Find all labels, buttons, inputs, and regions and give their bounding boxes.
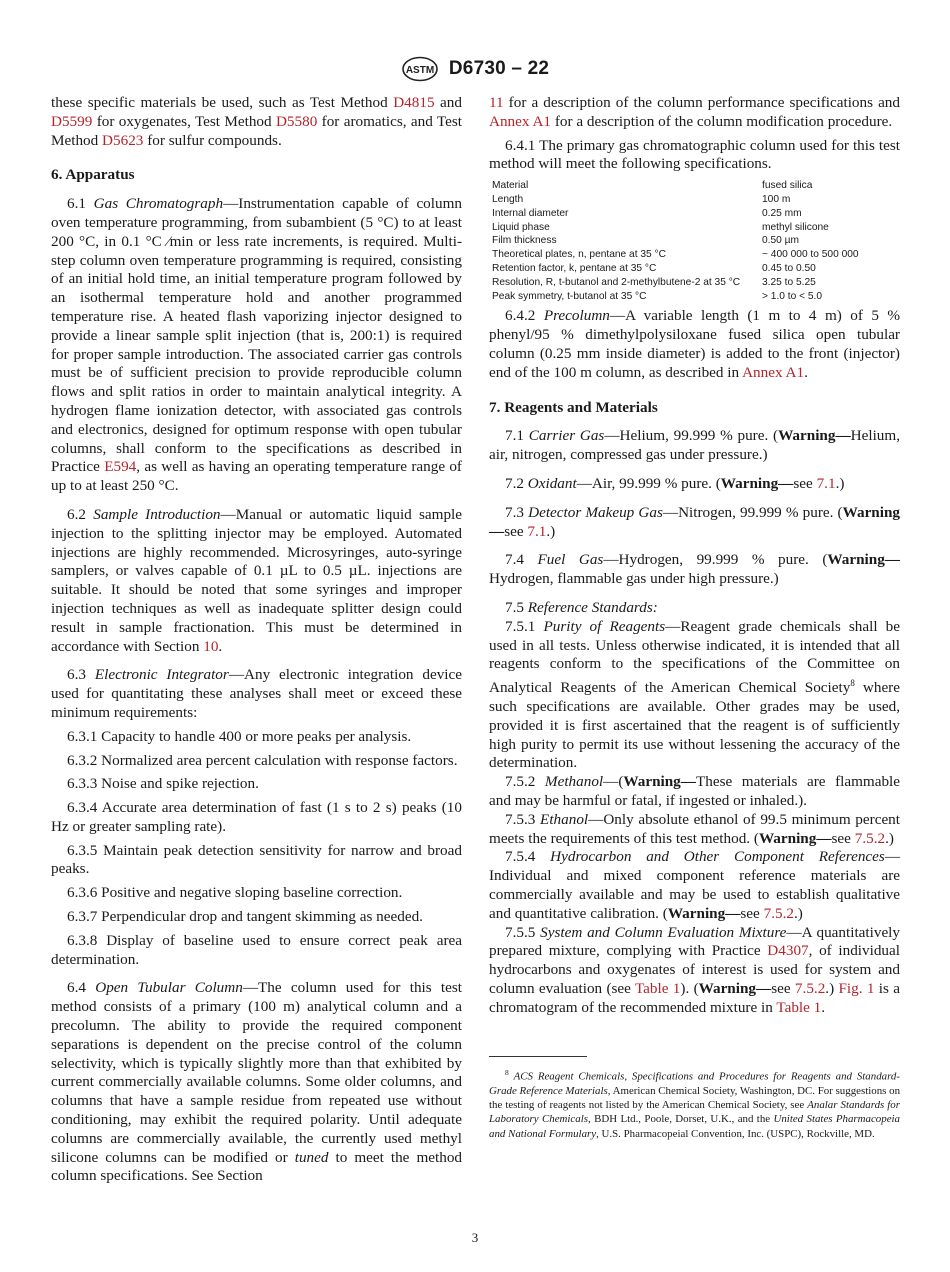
- astm-logo-icon: [401, 56, 439, 82]
- link-table-1[interactable]: Table 1: [776, 998, 822, 1016]
- paragraph-6-3-7: 6.3.7 Perpendicular drop and tangent skimming as needed.: [67, 908, 423, 926]
- link-d4307[interactable]: D4307: [767, 942, 809, 960]
- link-d5599[interactable]: D5599: [51, 112, 93, 130]
- link-7-1[interactable]: 7.1: [816, 474, 836, 492]
- paragraph-6-3-2: 6.3.2 Normalized area percent calculation with response factors.: [67, 751, 458, 769]
- paragraph-7-5-5: 7.5.5 System and Column Evaluation Mixture—A quantitatively prepared mixture, complying with Practice D4307, of individual hydrocarbons and oxygenates of interest is used for system and column evaluation (see Table 1). (Warning—see 7.5.2.) Fig. 1 is a chromatogram of the recommended mixture in Table 1.: [489, 923, 900, 1016]
- spec-value: fused silica: [762, 180, 813, 192]
- table-row: [489, 207, 900, 221]
- paragraph-6-1: 6.1 Gas Chromatograph—Instrumentation capable of column oven temperature programming, from subambient (5 °C) to at least 200 °C, in 0.1 °C ⁄min or less rate increments, is required. Multi-step column oven temperature programming is required, consisting of an initial hold time, an initial temperature program followed by an isothermal temperature hold and another programmed temperature rise. A heated flash vaporizing injector designed to provide a linear sample split injection (that is, 200:1) is required for proper sample introduction. The associated carrier gas controls must be of sufficient precision to provide reproducible column flows and split ratios in order to maintain analytical integrity. A hydrogen flame ionization detector, with associated gas controls and electronics, designed for optimum response with open tubular columns, shall conform to the specifications as described in Practice E594, as well as having an operating temperature range of up to at least 250 °C.: [51, 195, 462, 495]
- paragraph-6-3: 6.3 Electronic Integrator—Any electronic integration device used for quantitating these analyses shall meet or exceed these minimum requirements:: [51, 666, 463, 721]
- table-row: [489, 276, 900, 290]
- paragraph-6-3-8: 6.3.8 Display of baseline used to ensure correct peak area determination.: [51, 931, 462, 968]
- link-annex-a1[interactable]: Annex A1: [742, 363, 805, 381]
- spec-value: 0.25 mm: [762, 207, 802, 219]
- spec-key: Peak symmetry, t-butanol at 35 °C: [492, 290, 647, 302]
- table-row: [489, 262, 900, 276]
- spec-value: ~ 400 000 to 500 000: [762, 249, 859, 261]
- spec-key: Material: [492, 180, 529, 192]
- paragraph-7-5-3: 7.5.3 Ethanol—Only absolute ethanol of 99.5 minimum percent meets the requirements of this test method. (Warning—see 7.5.2.): [489, 810, 900, 847]
- link-section-11[interactable]: 11: [489, 94, 504, 111]
- spec-value: 0.45 to 0.50: [762, 262, 816, 274]
- spec-value: methyl silicone: [762, 221, 829, 233]
- spec-key: Resolution, R, t-butanol and 2-methylbutene-2 at 35 °C: [492, 276, 741, 288]
- paragraph-continued-right: 11 for a description of the column performance specifications and Annex A1 for a description of the column modification procedure.: [489, 94, 900, 130]
- link-d5623[interactable]: D5623: [102, 131, 144, 149]
- column-spec-table: [489, 179, 900, 303]
- table-row: [489, 248, 900, 262]
- spec-value: 0.50 µm: [762, 235, 800, 247]
- footnote-ref-8[interactable]: 8: [850, 678, 855, 689]
- svg-text:ASTM: ASTM: [405, 65, 435, 76]
- link-table-1[interactable]: Table 1: [634, 979, 681, 997]
- link-section-10[interactable]: 10: [203, 637, 219, 655]
- table-row: [489, 290, 900, 304]
- link-7-5-2[interactable]: 7.5.2: [854, 829, 886, 847]
- spec-key: Film thickness: [492, 235, 557, 247]
- table-row: [489, 193, 900, 207]
- paragraph-7-5: 7.5 Reference Standards:: [505, 598, 658, 616]
- section-heading-reagents: 7. Reagents and Materials: [489, 398, 658, 416]
- section-heading-apparatus: 6. Apparatus: [51, 166, 135, 184]
- paragraph-6-2: 6.2 Sample Introduction—Manual or automatic liquid sample injection to the splitting injector may be employed. Automated injections are highly recommended. Microsyringes, auto-syringe samplers, or valves capable of 0.1 µL to 0.5 µL. injections are suitable. It should be noted that some syringes and improper injection techniques as well as inadequate splitter design could result in sample fractionation. This must be determined in accordance with Section 10.: [51, 505, 463, 655]
- paragraph-6-3-4: 6.3.4 Accurate area determination of fast (1 s to 2 s) peaks (10 Hz or greater sampling rate).: [51, 799, 462, 835]
- paragraph-7-5-2: 7.5.2 Methanol—(Warning—These materials are flammable and may be harmful or fatal, if ingested or inhaled.).: [489, 773, 901, 809]
- link-d4815[interactable]: D4815: [393, 94, 435, 111]
- spec-value: > 1.0 to < 5.0: [762, 290, 823, 302]
- footnote-divider: [489, 1056, 587, 1057]
- paragraph-7-5-4: 7.5.4 Hydrocarbon and Other Component References—Individual and mixed component reference materials are commercially available and may be used to establish qualitative and quantitative calibration. (Warning—see 7.5.2.): [489, 848, 901, 922]
- link-e594[interactable]: E594: [104, 458, 137, 476]
- link-annex-a1[interactable]: Annex A1: [489, 112, 552, 130]
- paragraph-6-3-3: 6.3.3 Noise and spike rejection.: [67, 775, 259, 793]
- spec-key: Retention factor, k, pentane at 35 °C: [492, 262, 657, 274]
- link-d5580[interactable]: D5580: [275, 112, 318, 130]
- paragraph-7-2: 7.2 Oxidant—Air, 99.999 % pure. (Warning—see 7.1.): [505, 474, 845, 492]
- spec-key: Theoretical plates, n, pentane at 35 °C: [492, 249, 666, 261]
- paragraph-7-1: 7.1 Carrier Gas—Helium, 99.999 % pure. (Warning—Helium, air, nitrogen, compressed gas under pressure.): [489, 427, 901, 464]
- paragraph-6-4: 6.4 Open Tubular Column—The column used for this test method consists of a primary (100 m) analytical column and a precolumn. The ability to provide the required component separations is dependent on the precise control of the column selectivity, which is typically slightly more than that exhibited by current commercially available columns. Some older columns, and columns that have a sample residue from repeated use without conditioning, may exhibit the required polarity. Until adequate columns are commercially available, the currently used methyl silicone columns can be modified or tuned to meet the method column specifications. See Section: [51, 979, 463, 1185]
- paragraph-7-3: 7.3 Detector Makeup Gas—Nitrogen, 99.999 % pure. (Warning—see 7.1.): [489, 503, 901, 540]
- paragraph-continued: these specific materials be used, such as Test Method D4815 and D5599 for oxygenates, Test Method D5580 for aromatics, and Test Method D5623 for sulfur compounds.: [51, 94, 462, 149]
- spec-key: Length: [492, 193, 524, 205]
- spec-key: Liquid phase: [492, 221, 550, 233]
- paragraph-7-4: 7.4 Fuel Gas—Hydrogen, 99.999 % pure. (Warning—Hydrogen, flammable gas under high pressure.): [489, 551, 900, 588]
- right-column: [489, 94, 900, 1141]
- table-row: [489, 221, 900, 235]
- paragraph-6-3-6: 6.3.6 Positive and negative sloping baseline correction.: [67, 884, 403, 902]
- link-7-5-2[interactable]: 7.5.2: [763, 904, 794, 922]
- paragraph-6-4-1: 6.4.1 The primary gas chromatographic column used for this test method will meet the following specifications.: [489, 136, 900, 173]
- paragraph-6-3-5: 6.3.5 Maintain peak detection sensitivity for narrow and broad peaks.: [51, 841, 462, 878]
- link-7-1[interactable]: 7.1: [527, 522, 547, 540]
- table-row: [489, 234, 900, 248]
- spec-value: 100 m: [762, 193, 791, 205]
- table-row: [489, 179, 900, 193]
- page-header: [0, 56, 950, 82]
- footnote-8: $^8$ ACS Reagent Chemicals, Specifications and Procedures for Reagents and Standard-Grade Reference Materials, American Chemical Society, Washington, DC. For suggestions on the testing of reagents not listed by the American Chemical Society, see Analar Standards for Laboratory Chemicals, BDH Ltd., Poole, Dorset, U.K., and the United States Pharmacopeia and National Formulary, U.S. Pharmacopeial Convention, Inc. (USPC), Rockville, MD.: [489, 1067, 901, 1140]
- paragraph-6-4-2: 6.4.2 Precolumn—A variable length (1 m to 4 m) of 5 % phenyl/95 % dimethylpolysiloxane fused silica open tubular column (0.25 mm inside diameter) is added to the front (injector) end of the 100 m column, as described in Annex A1.: [489, 307, 901, 381]
- link-fig-1[interactable]: Fig. 1: [838, 979, 875, 997]
- spec-value: 3.25 to 5.25: [762, 276, 816, 288]
- paragraph-6-3-1: 6.3.1 Capacity to handle 400 or more peaks per analysis.: [67, 727, 412, 745]
- document-id: D6730 – 22: [448, 58, 550, 79]
- paragraph-7-5-1: 7.5.1 Purity of Reagents—Reagent grade chemicals shall be used in all tests. Unless otherwise indicated, it is intended that all reagents conform to the specifications of the Committee on Analytical Reagents of the American Chemical Society$^8$ where such specifications are available. Other grades may be used, provided it is first ascertained that the reagent is of sufficiently high purity to permit its use without lessening the accuracy of the determination.: [489, 617, 900, 772]
- page-number: 3: [471, 1230, 479, 1245]
- link-7-5-2[interactable]: 7.5.2: [794, 979, 826, 997]
- left-column: [51, 94, 462, 1186]
- spec-key: Internal diameter: [492, 207, 569, 219]
